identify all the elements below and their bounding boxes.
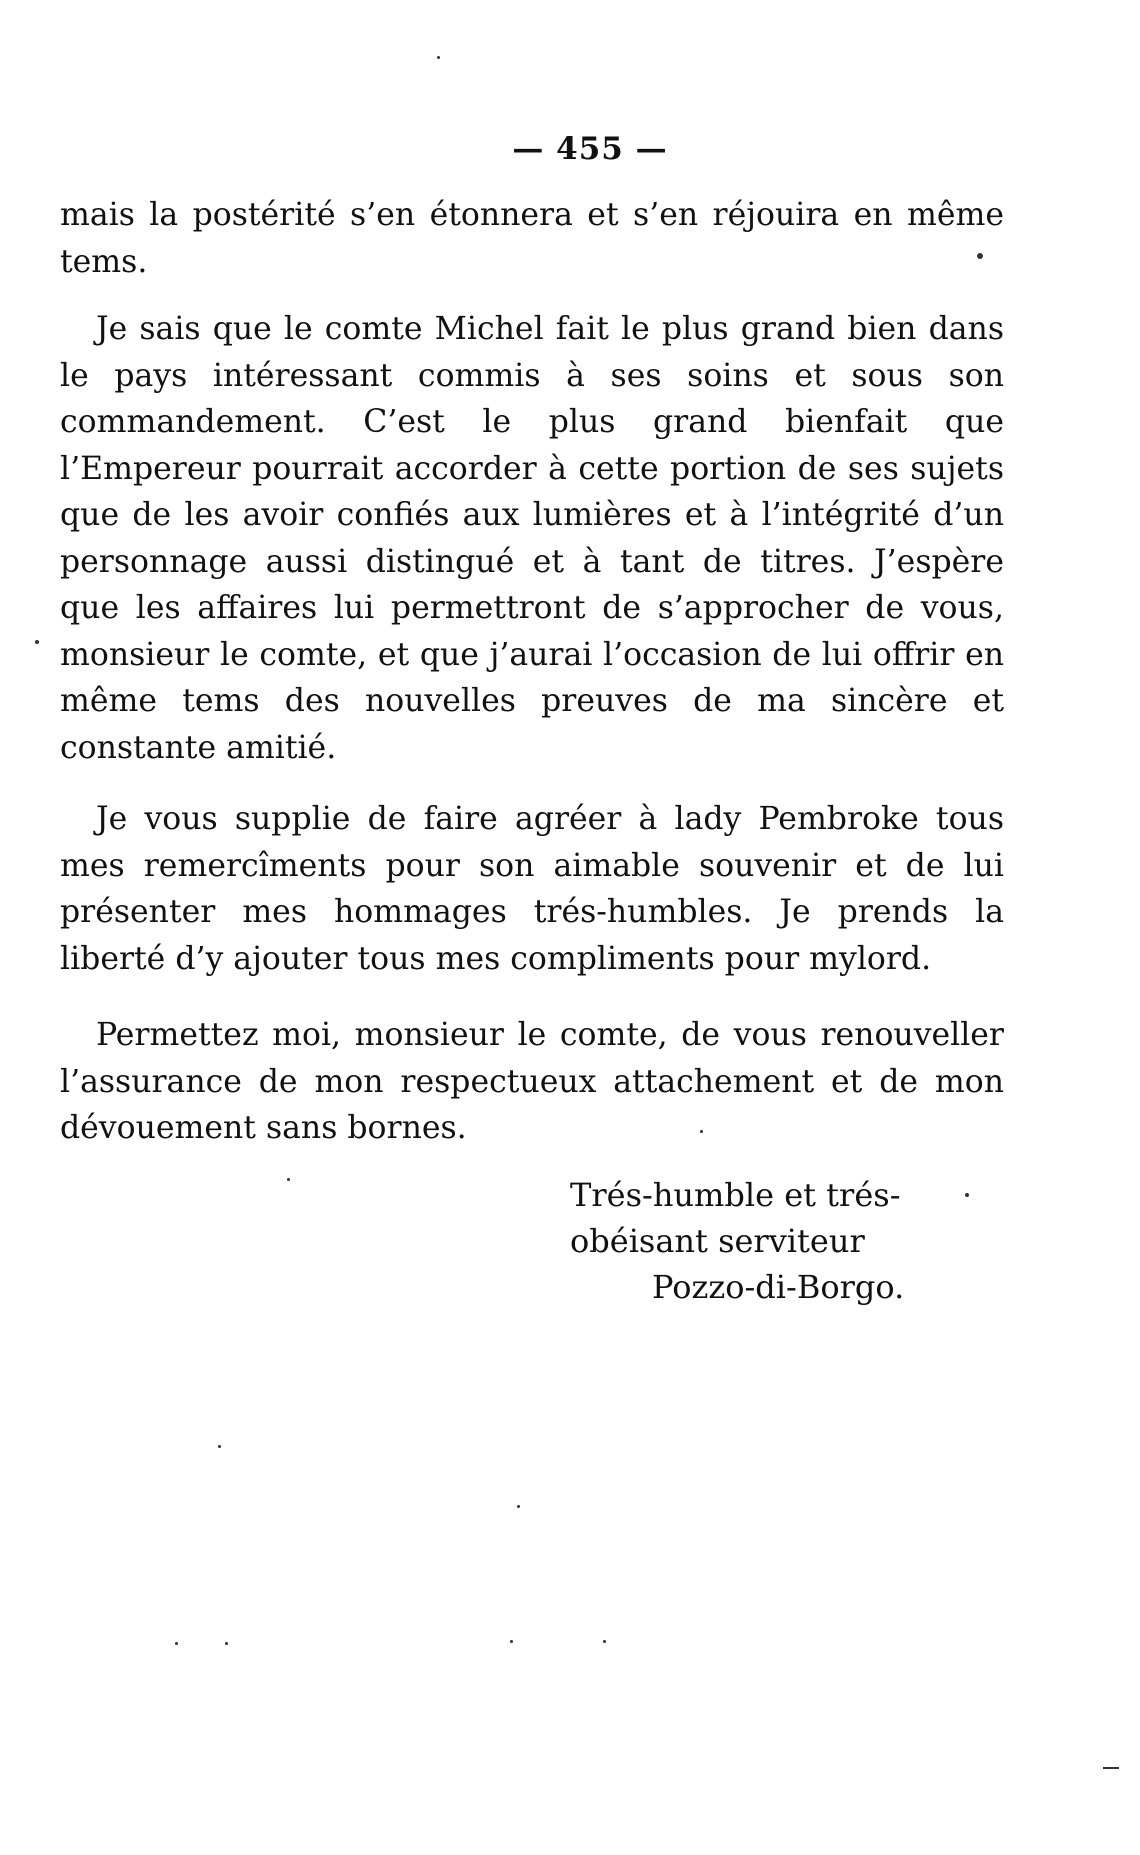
scan-speck	[603, 1640, 606, 1643]
scan-speck	[225, 1642, 228, 1645]
scan-speck	[287, 1178, 290, 1181]
scan-speck	[517, 1505, 520, 1508]
signature-block	[570, 1172, 904, 1310]
signature-line-2: obéisant serviteur	[570, 1222, 865, 1260]
paragraph-1-block	[60, 192, 1004, 285]
paragraph-4: Permettez moi, monsieur le comte, de vous renouveller l’assurance de mon respectueux attachement et de mon dévouement sans bornes.	[60, 1017, 1004, 1146]
scan-speck	[175, 1642, 178, 1645]
scan-speck	[965, 1193, 969, 1197]
scan-speck	[1103, 1767, 1119, 1769]
paragraph-2-block	[60, 306, 1004, 771]
paragraph-4-block	[60, 1012, 1004, 1152]
scan-speck	[35, 640, 39, 644]
paragraph-2: Je sais que le comte Michel fait le plus grand bien dans le pays intéressant commis à ses soins et sous son commandement. C’est le plus grand bienfait que l’Empereur pourrait accorder à cette portion de ses sujets que de les avoir confiés aux lumières et à l’intégrité d’un personnage aussi distingué et à tant de titres. J’espère que les affaires lui permettront de s’approcher de vous, monsieur le comte, et que j’aurai l’occasion de lui offrir en même tems des nouvelles preuves de ma sincère et constante amitié.	[60, 311, 1004, 766]
paragraph-3-block	[60, 796, 1004, 982]
scan-speck	[437, 56, 440, 59]
scan-speck	[977, 253, 983, 259]
signature-line-1: Trés-humble et trés-	[570, 1176, 901, 1214]
scan-speck	[700, 1130, 703, 1133]
paragraph-1: mais la postérité s’en étonnera et s’en réjouira en même tems.	[60, 197, 1004, 280]
scan-speck	[510, 1640, 513, 1643]
scan-speck	[218, 1445, 221, 1448]
signature-name: Pozzo-di-Borgo.	[652, 1268, 905, 1306]
paragraph-3: Je vous supplie de faire agréer à lady Pembroke tous mes remercîments pour son aimable souvenir et de lui présenter mes hommages trés-humbles. Je prends la liberté d’y ajouter tous mes compliments pour mylord.	[60, 801, 1004, 977]
page-number: — 455 —	[512, 131, 668, 167]
